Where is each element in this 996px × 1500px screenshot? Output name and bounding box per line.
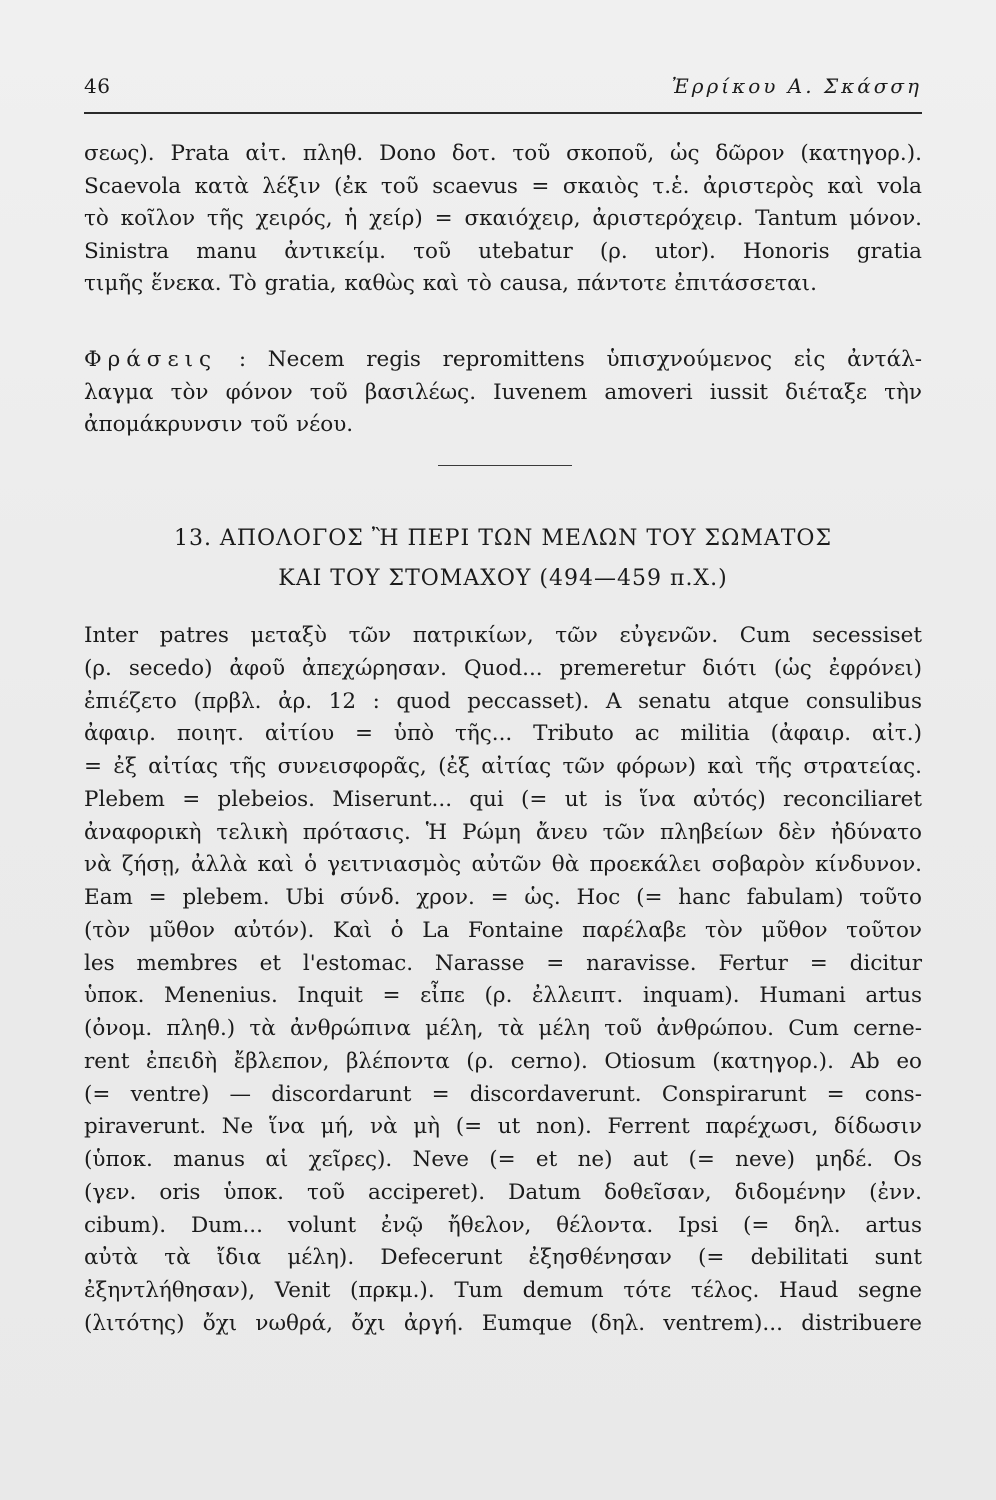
text-line: ἐξηντλήθησαν), Venit (πρκμ.). Tum demum τότε τέλος. Haud segne (84, 1278, 922, 1303)
text-line: ὑποκ. Menenius. Inquit = εἶπε (ρ. ἐλλειπτ. inquam). Humani artus (84, 983, 922, 1009)
phrases-first-line: : Necem regis repromittens ὑπισχνούμενος εἰς ἀντάλ- (238, 347, 922, 372)
text-line: les membres et l'estomac. Narasse = naravisse. Fertur = dicitur (84, 950, 922, 976)
text-line: τὸ κοῖλον τῆς χειρός, ἡ χείρ) = σκαιόχειρ, ἀριστερόχειρ. Tantum μόνον. (84, 206, 922, 232)
section-title: 13. ΑΠΟΛΟΓΟΣ Ἢ ΠΕΡΙ ΤΩΝ ΜΕΛΩΝ ΤΟΥ ΣΩΜΑΤΟΣ (173, 526, 833, 551)
text-line: = ἐξ αἰτίας τῆς συνεισφορᾶς, (ἐξ αἰτίας τῶν φόρων) καὶ τῆς στρατείας. (84, 754, 922, 779)
text-line: Plebem = plebeios. Miserunt... qui (= ut is ἵνα αὐτός) reconciliaret (84, 786, 922, 812)
page-header (84, 74, 922, 104)
text-line: cibum). Dum... volunt ἐνῷ ἤθελον, θέλοντα. Ipsi (= δηλ. artus (84, 1212, 922, 1238)
text-line: ἐπιέζετο (πρβλ. ἀρ. 12 : quod peccasset). A senatu atque consulibus (84, 688, 922, 714)
text-line: λαγμα τὸν φόνον τοῦ βασιλέως. Iuvenem amoveri iussit διέταξε τὴν (84, 379, 922, 405)
text-line: Eam = plebem. Ubi σύνδ. χρον. = ὡς. Hoc (= hanc fabulam) τοῦτο (84, 885, 922, 910)
text-line: (λιτότης) ὄχι νωθρά, ὄχι ἀργή. Eumque (δηλ. ventrem)... distribuere (84, 1310, 922, 1336)
phrases-label: Φράσεις (84, 347, 218, 372)
text-line: σεως). Prata αἰτ. πληθ. Dono δοτ. τοῦ σκοποῦ, ὡς δῶρον (κατηγορ.). (84, 141, 922, 166)
paragraph-prata (84, 138, 922, 301)
text-line: rent ἐπειδὴ ἔβλεπον, βλέποντα (ρ. cerno). Otiosum (κατηγορ.). Ab eo (84, 1048, 922, 1074)
text-line: Sinistra manu ἀντικείμ. τοῦ utebatur (ρ. utor). Honoris gratia (84, 238, 922, 264)
text-line: αὐτὰ τὰ ἴδια μέλη). Defecerunt ἐξησθένησαν (= debilitati sunt (84, 1245, 922, 1271)
text-line: ἀπομάκρυνσιν τοῦ νέου. (84, 412, 354, 438)
text-line: (ρ. secedo) ἀφοῦ ἀπεχώρησαν. Quod... premeretur διότι (ὡς ἐφρόνει) (84, 655, 922, 681)
text-line: ἀφαιρ. ποιητ. αἰτίου = ὑπὸ τῆς... Tributo ac militia (ἀφαιρ. αἰτ.) (84, 721, 922, 747)
section-divider (438, 465, 572, 466)
text-line: (ὑποκ. manus αἱ χεῖρες). Neve (= et ne) aut (= neve) μηδέ. Os (84, 1147, 922, 1172)
text-line: ἀναφορικὴ τελικὴ πρότασις. Ἡ Ρώμη ἄνευ τῶν πληβείων δὲν ἠδύνατο (84, 819, 922, 845)
text-line: (τὸν μῦθον αὐτόν). Καὶ ὁ La Fontaine παρέλαβε τὸν μῦθον τοῦτον (84, 917, 922, 943)
section-subtitle: ΚΑΙ ΤΟΥ ΣΤΟΜΑΧΟΥ (494—459 π.Χ.) (278, 566, 728, 591)
text-line: piraverunt. Ne ἵνα μή, νὰ μὴ (= ut non). Ferrent παρέχωσι, δίδωσιν (84, 1114, 922, 1140)
text-line: τιμῆς ἕνεκα. Τὸ gratia, καθὼς καὶ τὸ causa, πάντοτε ἐπιτάσσεται. (84, 271, 817, 297)
paragraph-commentary (84, 620, 922, 1341)
header-rule (84, 112, 922, 114)
text-line: Inter patres μεταξὺ τῶν πατρικίων, τῶν εὐγενῶν. Cum secessiset (84, 623, 922, 648)
text-line: (= ventre) — discordarunt = discordaverunt. Conspirarunt = cons- (84, 1081, 922, 1107)
text-line: νὰ ζήσῃ, ἀλλὰ καὶ ὁ γειτνιασμὸς αὐτῶν θὰ προεκάλει σοβαρὸν κίνδυνον. (84, 852, 922, 878)
text-line: (ὀνομ. πληθ.) τὰ ἀνθρώπινα μέλη, τὰ μέλη τοῦ ἀνθρώπου. Cum cerne- (84, 1016, 922, 1041)
text-line: Scaevola κατὰ λέξιν (ἐκ τοῦ scaevus = σκαιὸς τ.ἑ. ἀριστερὸς καὶ vola (84, 173, 922, 199)
text-line: (γεν. oris ὑποκ. τοῦ acciperet). Datum δοθεῖσαν, διδομένην (ἐνν. (84, 1179, 922, 1205)
paragraph-phrases (84, 344, 922, 442)
page-number: 46 (84, 74, 111, 98)
text-line (84, 344, 922, 377)
running-head: Ἐρρίκου Α. Σκάσση (671, 74, 922, 98)
